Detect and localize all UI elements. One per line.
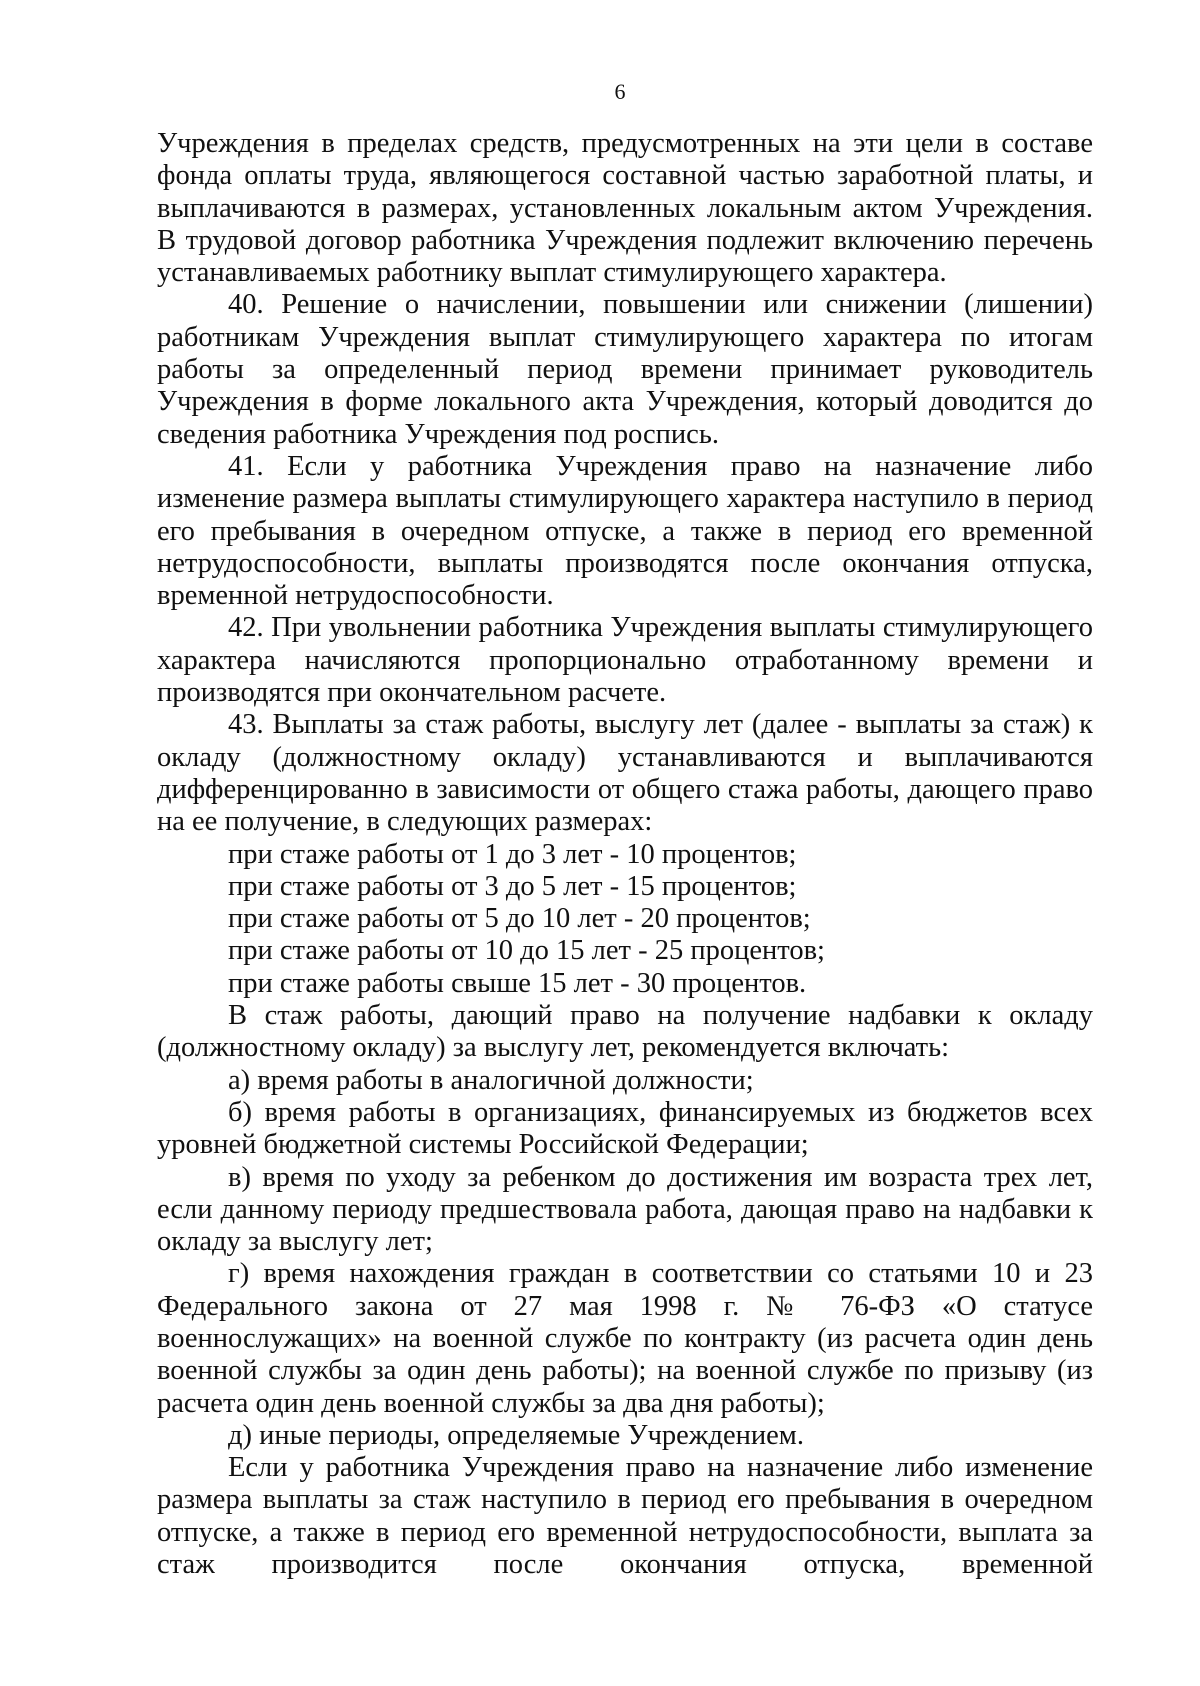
paragraph-final: Если у работника Учреждения право на назначение либо изменение размера выплаты за стаж наступило в период его пребывания в очередном отпуске, а также в период его временной нетрудоспособности, выплата за стаж производится после окончания отпуска, временной bbox=[157, 1452, 1093, 1581]
paragraph-41: 41. Если у работника Учреждения право на назначение либо изменение размера выплаты стимулирующего характера наступило в период его пребывания в очередном отпуске, а также в период его временной нетрудоспособности, выплаты производятся после окончания отпуска, временной нетрудоспособности. bbox=[157, 450, 1093, 612]
list-item-g: г) время нахождения граждан в соответствии со статьями 10 и 23 Федерального закона от 27 мая 1998 г. № 76-ФЗ «О статусе военнослужащих» на военной службе по контракту (из расчета один день военной службы за один день работы); на военной службе по призыву (из расчета один день военной службы за два дня работы); bbox=[157, 1258, 1093, 1419]
list-item-a: а) время работы в аналогичной должности; bbox=[228, 1064, 754, 1096]
paragraph-seniority-intro: В стаж работы, дающий право на получение надбавки к окладу (должностному окладу) за выслугу лет, рекомендуется включать: bbox=[157, 1000, 1093, 1064]
paragraph-43: 43. Выплаты за стаж работы, выслугу лет (далее - выплаты за стаж) к окладу (должностному окладу) устанавливаются и выплачиваются дифференцированно в зависимости от общего стажа работы, дающего право на ее получение, в следующих размерах: bbox=[157, 709, 1093, 838]
list-item-d: д) иные периоды, определяемые Учреждением. bbox=[228, 1419, 804, 1451]
list-item-v: в) время по уходу за ребенком до достижения им возраста трех лет, если данному периоду предшествовала работа, дающая право на надбавки к окладу за выслугу лет; bbox=[157, 1161, 1093, 1258]
paragraph-42: 42. При увольнении работника Учреждения выплаты стимулирующего характера начисляются пропорционально отработанному времени и производятся при окончательном расчете. bbox=[157, 612, 1093, 709]
seniority-item: при стаже работы от 3 до 5 лет - 15 процентов; bbox=[228, 870, 797, 902]
list-item-b: б) время работы в организациях, финансируемых из бюджетов всех уровней бюджетной системы Российской Федерации; bbox=[157, 1096, 1093, 1161]
seniority-item: при стаже работы свыше 15 лет - 30 процентов. bbox=[228, 967, 807, 999]
document-body bbox=[157, 128, 1093, 1581]
paragraph-40: 40. Решение о начислении, повышении или снижении (лишении) работникам Учреждения выплат стимулирующего характера по итогам работы за определенный период времени принимает руководитель Учреждения в форме локального акта Учреждения, который доводится до сведения работника Учреждения под роспись. bbox=[157, 289, 1093, 450]
paragraph-continuation: Учреждения в пределах средств, предусмотренных на эти цели в составе фонда оплаты труда, являющегося составной частью заработной платы, и выплачиваются в размерах, установленных локальным актом Учреждения. В трудовой договор работника Учреждения подлежит включению перечень устанавливаемых работнику выплат стимулирующего характера. bbox=[157, 128, 1093, 289]
seniority-item: при стаже работы от 1 до 3 лет - 10 процентов; bbox=[228, 838, 797, 870]
page-number: 6 bbox=[614, 79, 626, 104]
seniority-item: при стаже работы от 10 до 15 лет - 25 процентов; bbox=[228, 935, 825, 967]
seniority-item: при стаже работы от 5 до 10 лет - 20 процентов; bbox=[228, 903, 811, 935]
